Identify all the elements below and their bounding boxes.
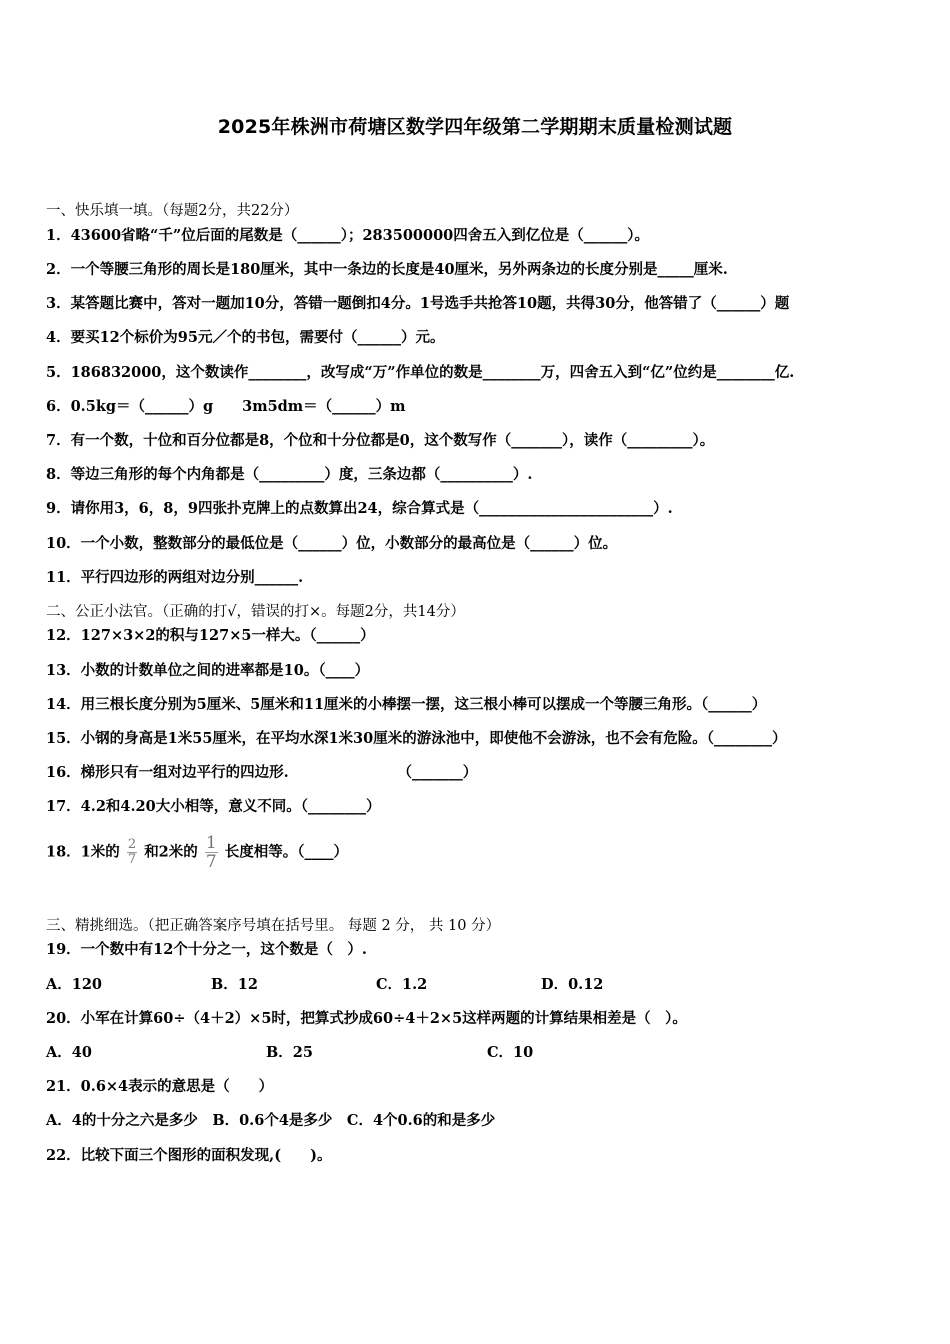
question-20: 20．小军在计算60÷（4＋2）×5时，把算式抄成60÷4＋2×5这样两题的计算结果相差是（ ）。	[46, 1010, 687, 1027]
option-c: C．1.2	[376, 976, 428, 993]
fraction-two-sevenths	[127, 838, 137, 867]
question-16: 16．梯形只有一组对边平行的四边形. （_______）	[46, 764, 478, 781]
question-19-options	[46, 975, 916, 995]
question-21: 21．0.6×4表示的意思是（ ）	[46, 1078, 274, 1095]
question-15: 15．小钢的身高是1米55厘米，在平均水深1米30厘米的游泳池中，即使他不会游泳，也不会有危险。（________）	[46, 730, 787, 747]
option-c: C．10	[487, 1044, 534, 1061]
question-2: 2．一个等腰三角形的周长是180厘米，其中一条边的长度是40厘米，另外两条边的长度分别是_____厘米.	[46, 261, 728, 278]
question-6: 6．0.5kg＝（______）g 3m5dm＝（______）m	[46, 398, 406, 415]
question-18	[46, 834, 916, 871]
fraction-numerator: 1	[205, 833, 217, 853]
question-17: 17．4.2和4.20大小相等，意义不同。（________）	[46, 798, 381, 815]
question-18-part-b: 和2米的	[144, 843, 198, 861]
option-a: A．40	[46, 1044, 92, 1061]
option-b: B．12	[211, 976, 258, 993]
question-10: 10．一个小数，整数部分的最低位是（______）位，小数部分的最高位是（______）位。	[46, 535, 618, 552]
option-b: B．25	[266, 1044, 313, 1061]
question-21-options: A．4的十分之六是多少 B．0.6个4是多少 C．4个0.6的和是多少	[46, 1112, 496, 1129]
fraction-denominator: 7	[205, 852, 217, 872]
question-12: 12．127×3×2的积与127×5一样大。（______）	[46, 627, 375, 644]
question-13: 13．小数的计数单位之间的进率都是10。（____）	[46, 662, 370, 679]
fraction-one-seventh	[205, 834, 218, 871]
fraction-denominator: 7	[127, 852, 137, 867]
question-4: 4．要买12个标价为95元／个的书包，需要付（______）元。	[46, 329, 445, 346]
question-18-part-a: 18．1米的	[46, 843, 120, 861]
question-9: 9．请你用3，6，8，9四张扑克牌上的点数算出24，综合算式是（________________________）.	[46, 500, 673, 517]
question-22: 22．比较下面三个图形的面积发现,( )。	[46, 1147, 332, 1164]
page-title: 2025年株洲市荷塘区数学四年级第二学期期末质量检测试题	[217, 116, 733, 138]
question-7: 7．有一个数，十位和百分位都是8，个位和十分位都是0，这个数写作（_______），读作（_________）。	[46, 432, 715, 449]
section-heading-1: 一、快乐填一填。（每题2分，共22分）	[46, 203, 299, 219]
option-a: A．120	[46, 976, 103, 993]
question-8: 8．等边三角形的每个内角都是（_________）度，三条边都（__________）.	[46, 466, 533, 483]
question-20-options	[46, 1043, 916, 1063]
question-11: 11．平行四边形的两组对边分别______.	[46, 569, 304, 586]
question-1: 1．43600省略“千”位后面的尾数是（______）；283500000四舍五入到亿位是（______）。	[46, 227, 650, 244]
section-heading-3: 三、精挑细选。（把正确答案序号填在括号里。 每题 2 分， 共 10 分）	[46, 918, 501, 934]
question-3: 3．某答题比赛中，答对一题加10分，答错一题倒扣4分。1号选手共抢答10题，共得30分，他答错了（______）题	[46, 295, 790, 312]
question-14: 14．用三根长度分别为5厘米、5厘米和11厘米的小棒摆一摆，这三根小棒可以摆成一个等腰三角形。（______）	[46, 696, 767, 713]
section-heading-2: 二、公正小法官。（正确的打√，错误的打×。每题2分，共14分）	[46, 604, 465, 620]
option-d: D．0.12	[541, 976, 604, 993]
question-5: 5．186832000，这个数读作________，改写成“万”作单位的数是________万，四舍五入到“亿”位约是________亿.	[46, 364, 795, 381]
fraction-numerator: 2	[127, 837, 137, 852]
question-18-part-c: 长度相等。（____）	[224, 843, 348, 861]
question-19: 19．一个数中有12个十分之一，这个数是（ ）.	[46, 941, 367, 958]
